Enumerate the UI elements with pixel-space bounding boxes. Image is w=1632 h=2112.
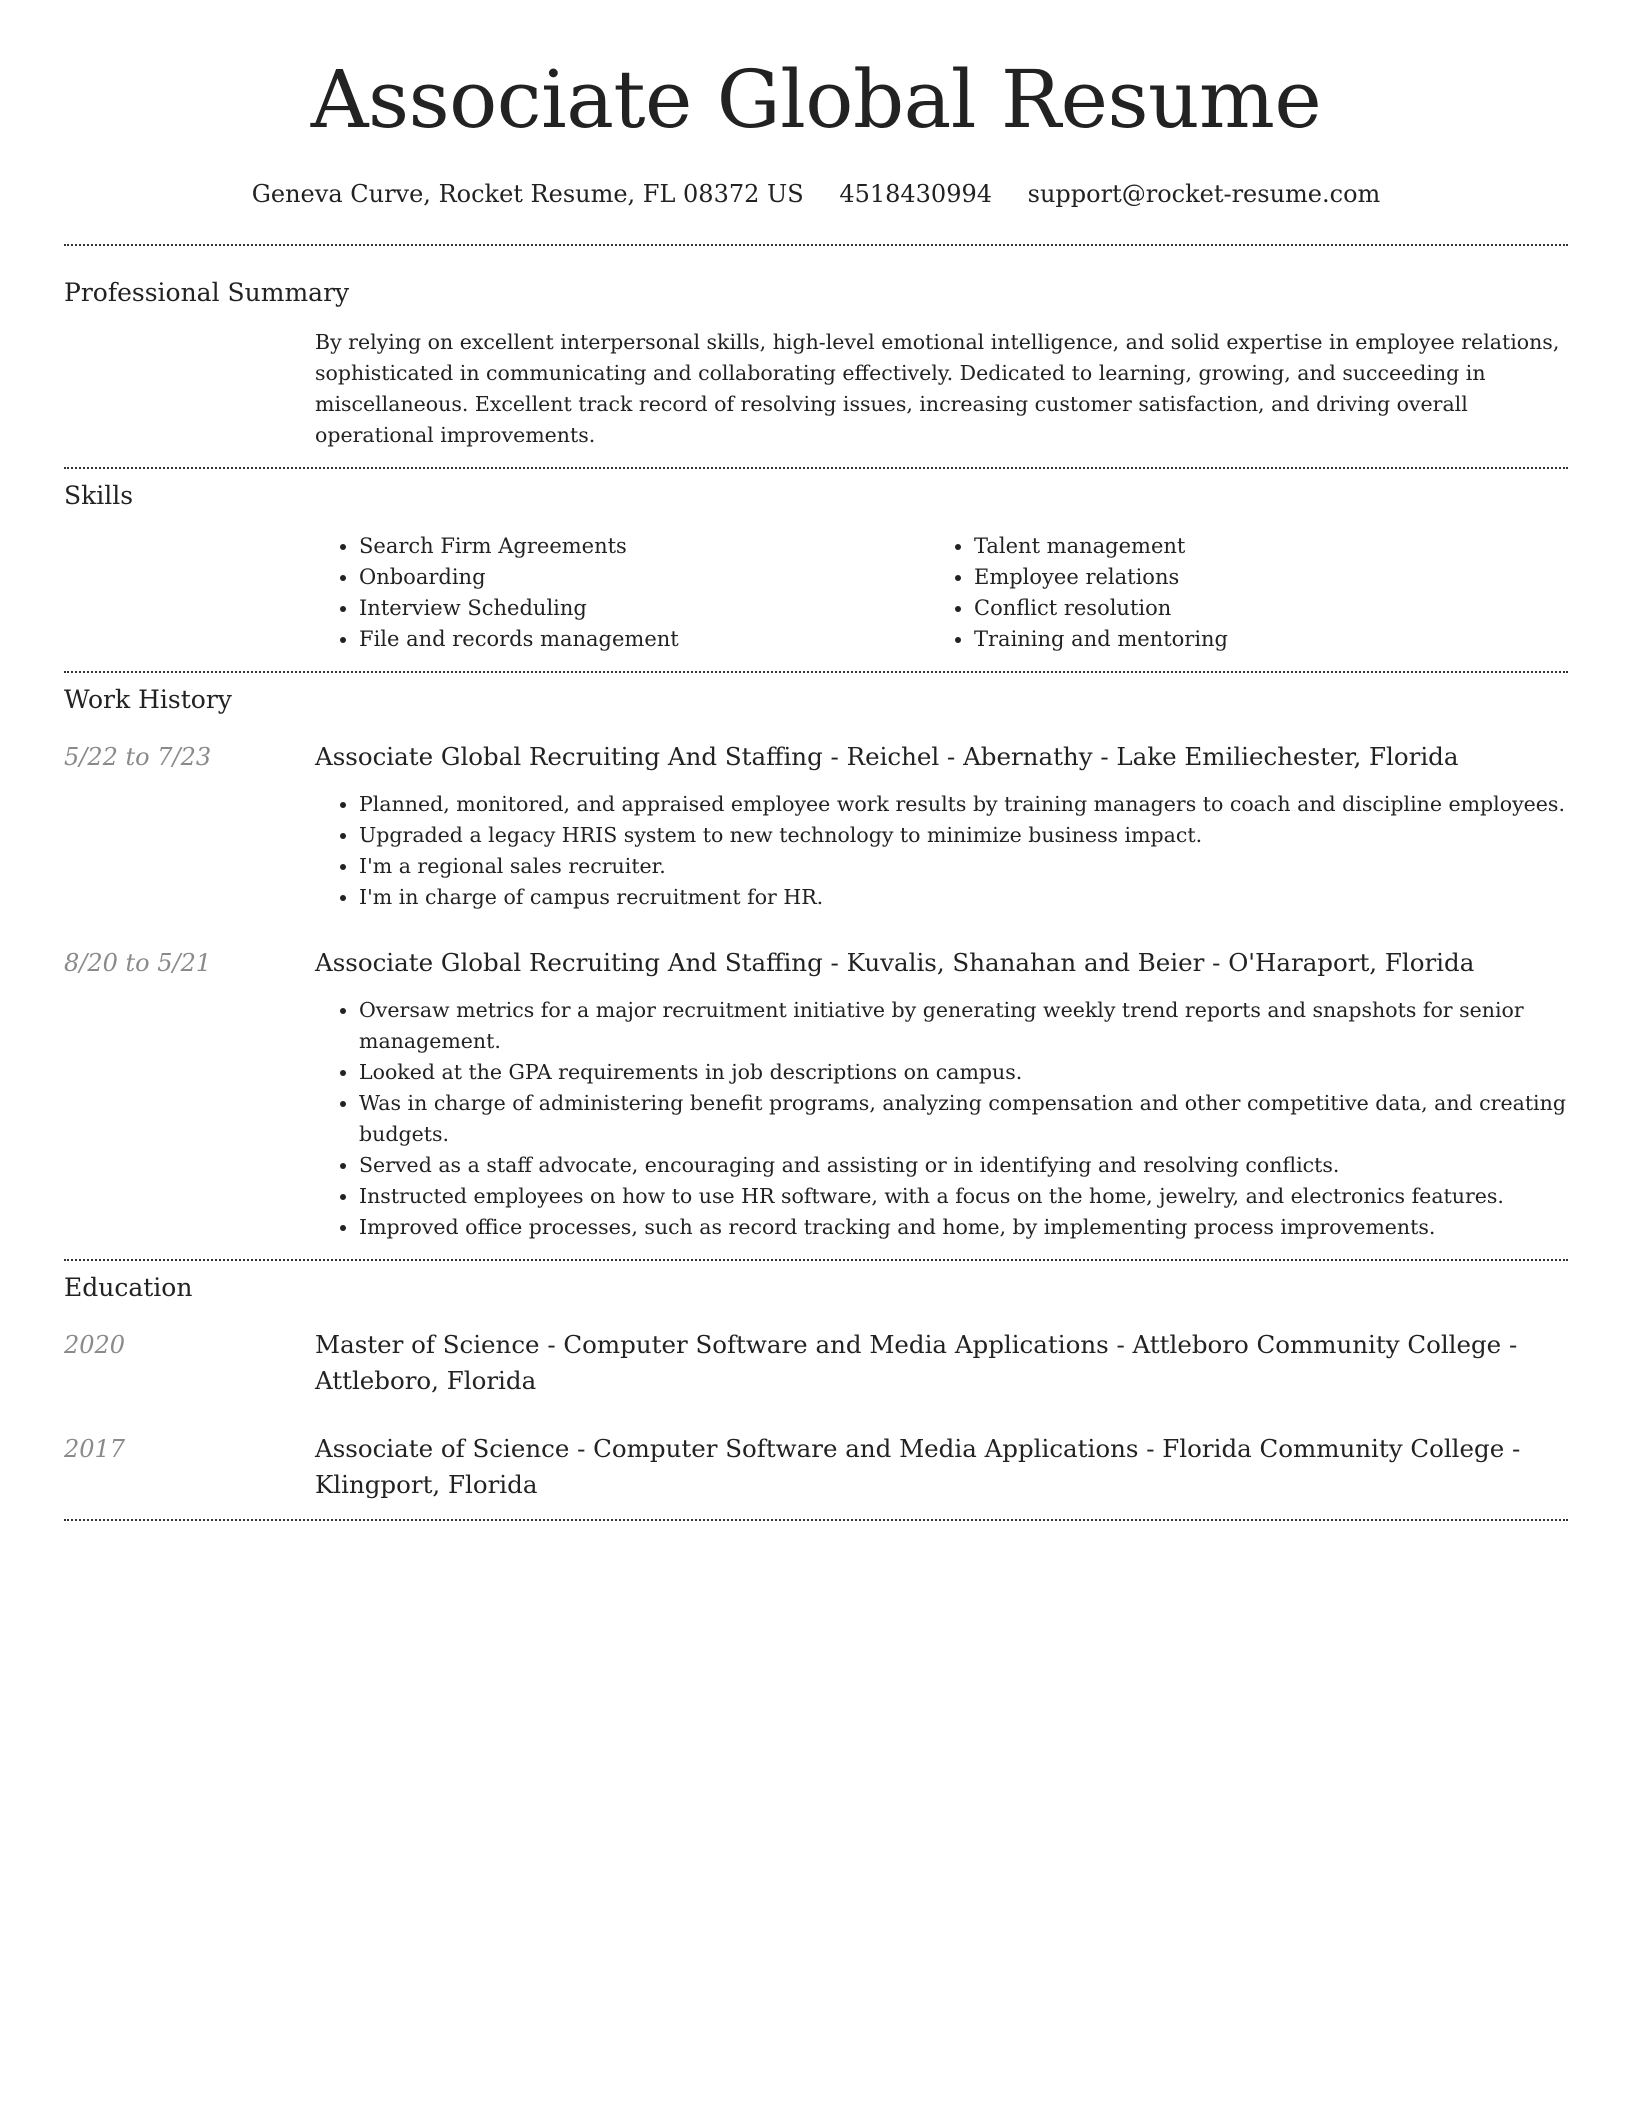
education-title: [315, 1431, 1568, 1503]
resume-name: Associate Global Resume: [310, 53, 1322, 146]
skills-list-right: [930, 531, 1545, 655]
skill-item: • Interview Scheduling: [359, 593, 930, 624]
resume-header: [64, 0, 1568, 210]
job-role: Associate Global Recruiting And Staffing: [315, 742, 823, 771]
job-bullet: • Instructed employees on how to use HR software, with a focus on the home, jewelry, and electronics features.: [359, 1181, 1568, 1212]
job-title: [315, 945, 1568, 981]
job-bullet: • Looked at the GPA requirements in job descriptions on campus.: [359, 1057, 1568, 1088]
job-bullet: • Oversaw metrics for a major recruitment initiative by generating weekly trend reports and snapshots for senior management.: [359, 995, 1568, 1057]
summary-section: [64, 246, 1568, 451]
education-title: [315, 1327, 1568, 1399]
job-title: [315, 739, 1568, 775]
education-entry: [64, 1327, 1568, 1399]
skill-item: • Training and mentoring: [974, 624, 1545, 655]
job-entry: [64, 945, 1568, 1243]
education-degree: Master of Science - Computer Software and Media Applications: [315, 1330, 1109, 1359]
job-dates: 5/22 to 7/23: [64, 743, 212, 771]
job-bullets: [315, 789, 1568, 913]
job-details: - Reichel - Abernathy - Lake Emiliechester, Florida: [822, 742, 1459, 771]
job-bullet: • Planned, monitored, and appraised employee work results by training managers to coach and discipline employees.: [359, 789, 1568, 820]
job-bullet: • Was in charge of administering benefit programs, analyzing compensation and other competitive data, and creating budgets.: [359, 1088, 1568, 1150]
job-bullet: • Improved office processes, such as record tracking and home, by implementing process improvements.: [359, 1212, 1568, 1243]
education-year: 2017: [64, 1435, 126, 1463]
education-details: - Florida Community College - Klingport, Florida: [315, 1434, 1521, 1499]
contact-line: [64, 178, 1568, 210]
contact-email: support@rocket-resume.com: [1027, 180, 1381, 208]
contact-phone: 4518430994: [839, 180, 993, 208]
divider: [64, 1519, 1568, 1521]
education-year: 2020: [64, 1331, 126, 1359]
education-entry: [64, 1431, 1568, 1503]
section-title-education: Education: [64, 1273, 193, 1302]
job-role: Associate Global Recruiting And Staffing: [315, 948, 823, 977]
section-title-summary: Professional Summary: [64, 278, 350, 307]
job-bullet: • I'm in charge of campus recruitment for HR.: [359, 882, 1568, 913]
job-details: - Kuvalis, Shanahan and Beier - O'Haraport, Florida: [822, 948, 1475, 977]
work-history-section: [64, 673, 1568, 1243]
skill-item: • File and records management: [359, 624, 930, 655]
skill-item: • Conflict resolution: [974, 593, 1545, 624]
skill-item: • Onboarding: [359, 562, 930, 593]
section-title-skills: Skills: [64, 481, 134, 510]
skill-item: • Employee relations: [974, 562, 1545, 593]
contact-address: Geneva Curve, Rocket Resume, FL 08372 US: [251, 180, 804, 208]
section-title-work: Work History: [64, 685, 232, 714]
job-dates: 8/20 to 5/21: [64, 949, 212, 977]
education-degree: Associate of Science - Computer Software and Media Applications: [315, 1434, 1139, 1463]
job-bullet: • Upgraded a legacy HRIS system to new technology to minimize business impact.: [359, 820, 1568, 851]
summary-text: By relying on excellent interpersonal skills, high-level emotional intelligence, and solid expertise in employee relations, sophisticated in communicating and collaborating effectively. Dedicated to learning, growing, and succeeding in miscellaneous. Excellent track record of resolving issues, increasing customer satisfaction, and driving overall operational improvements.: [315, 330, 1560, 447]
job-bullet: • Served as a staff advocate, encouraging and assisting or in identifying and resolving conflicts.: [359, 1150, 1568, 1181]
skill-item: • Talent management: [974, 531, 1545, 562]
education-details: - Attleboro Community College - Attleboro, Florida: [315, 1330, 1518, 1395]
skills-section: [64, 469, 1568, 655]
job-bullet: • I'm a regional sales recruiter.: [359, 851, 1568, 882]
education-section: [64, 1261, 1568, 1503]
job-entry: [64, 739, 1568, 913]
skills-list-left: [315, 531, 930, 655]
skill-item: • Search Firm Agreements: [359, 531, 930, 562]
job-bullets: [315, 995, 1568, 1243]
